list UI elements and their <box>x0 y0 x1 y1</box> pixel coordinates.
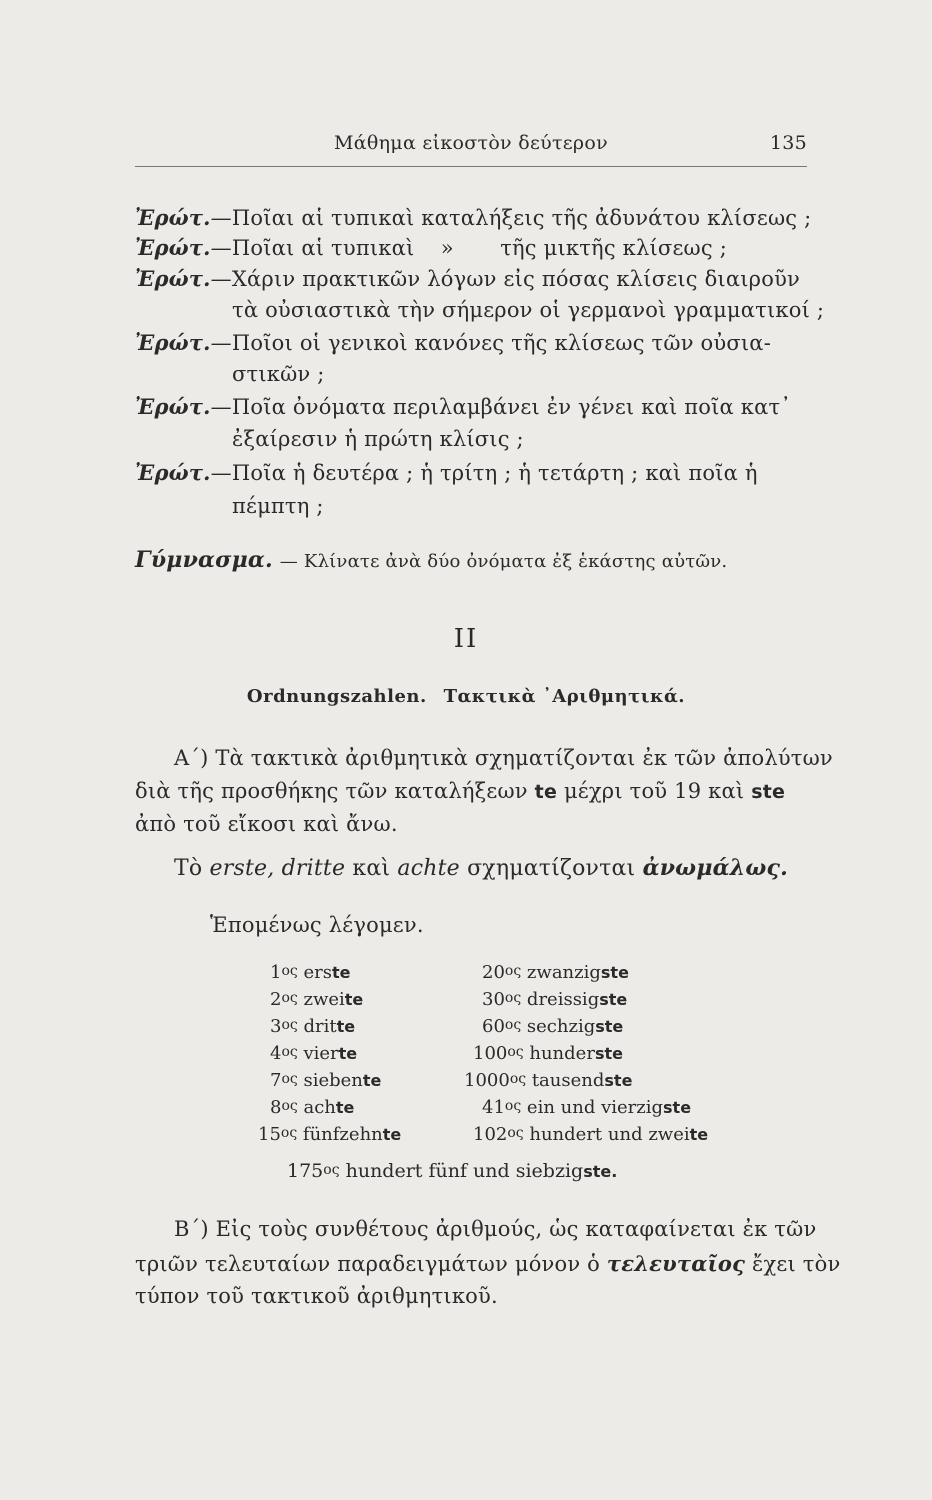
para-a-line-1: Α΄) Τὰ τακτικὰ ἀριθμητικὰ σχηματίζονται ἐκ τῶν ἀπολύτων <box>174 746 833 770</box>
ord-stem: zwei <box>303 989 345 1010</box>
ord-stem: vier <box>303 1043 339 1064</box>
ord-ending: te <box>362 1071 382 1090</box>
ord-num: 20 <box>482 962 505 983</box>
question-2 <box>135 235 727 260</box>
ord-suffix: ος <box>504 990 522 1006</box>
ord-ending: te <box>335 1098 355 1117</box>
ordinal-left-row <box>258 1124 401 1145</box>
ord-ending: te <box>344 990 364 1009</box>
ord-ending: ste. <box>583 1162 618 1181</box>
ord-suffix: ος <box>281 1098 298 1114</box>
question-1 <box>135 205 811 230</box>
ordinal-left-row <box>270 962 350 983</box>
ord-stem: zwanzig <box>526 962 601 983</box>
ordinal-right-row <box>482 1097 691 1118</box>
ending-ste: ste <box>751 781 786 803</box>
ord-ending: te <box>689 1125 709 1144</box>
exercise-text: — Κλίνατε ἀνὰ δύο ὀνόματα ἐξ ἑκάστης αὐτῶν. <box>279 551 728 572</box>
question-4-cont: στικῶν ; <box>232 362 325 386</box>
para-a-text-2: μέχρι τοῦ 19 καὶ <box>563 779 745 803</box>
question-3 <box>135 266 800 291</box>
question-5 <box>135 394 791 419</box>
irr-post: σχηματίζονται <box>467 856 636 881</box>
ordinal-left-row <box>270 1070 381 1091</box>
ord-suffix: ος <box>504 1098 522 1114</box>
ord-num: 7 <box>270 1070 282 1091</box>
ord-num: 102 <box>473 1124 508 1145</box>
ordinal-left-row <box>270 1043 357 1064</box>
question-text: —Ποῖα ἡ δευτέρα ; ἡ τρίτη ; ἡ τετάρτη ; καὶ ποῖα ἡ <box>210 461 758 485</box>
ord-ending: ste <box>600 963 629 982</box>
ordinal-right-row <box>482 989 627 1010</box>
question-label: Ἐρώτ. <box>135 460 211 485</box>
ord-stem: ers <box>303 962 332 983</box>
irr-mid: καὶ <box>352 856 391 881</box>
question-label: Ἐρώτ. <box>135 266 211 291</box>
ord-ending: ste <box>595 1017 624 1036</box>
ord-stem: dreissig <box>526 989 600 1010</box>
ord-ending: te <box>336 1017 356 1036</box>
ord-suffix: ος <box>281 963 298 979</box>
ord-suffix: ος <box>281 1044 298 1060</box>
section-numeral: II <box>453 624 479 654</box>
ord-stem: sechzig <box>526 1016 596 1037</box>
ord-num: 30 <box>482 989 505 1010</box>
question-label: Ἐρώτ. <box>135 394 211 419</box>
ord-suffix: ος <box>281 1071 298 1087</box>
question-text: —Ποῖοι οἱ γενικοὶ κανόνες τῆς κλίσεως τῶν οὐσια- <box>210 331 771 355</box>
ordinal-left-row <box>270 1016 355 1037</box>
irr-pre: Τὸ <box>174 856 203 881</box>
ord-ending: te <box>382 1125 402 1144</box>
ordinal-right-row <box>464 1070 632 1091</box>
ord-num: 4 <box>270 1043 282 1064</box>
therefore-line: Ἑπομένως λέγομεν. <box>210 913 424 937</box>
ordinal-right-row <box>482 962 629 983</box>
ord-num: 15 <box>258 1124 281 1145</box>
question-text: —Ποῖα ὀνόματα περιλαμβάνει ἐν γένει καὶ ποῖα κατ᾽ <box>210 395 792 419</box>
ord-ending: ste <box>663 1098 692 1117</box>
word-last: τελευταῖος <box>606 1251 746 1276</box>
para-b-line-3: τύπον τοῦ τακτικοῦ ἀριθμητικοῦ. <box>135 1284 498 1308</box>
ord-suffix: ος <box>281 990 298 1006</box>
word-achte: achte <box>397 856 460 881</box>
ord-suffix: ος <box>281 1017 298 1033</box>
question-label: Ἐρώτ. <box>135 205 211 230</box>
exercise-label: Γύμνασμα. <box>135 547 273 573</box>
ord-ending: te <box>331 963 351 982</box>
para-b-text: τριῶν τελευταίων παραδειγμάτων μόνον ὁ <box>135 1252 601 1276</box>
question-text: —Ποῖαι αἱ τυπικαὶ καταλήξεις τῆς ἀδυνάτου κλίσεως ; <box>210 206 812 230</box>
ord-suffix: ος <box>509 1071 527 1087</box>
question-text: —Ποῖαι αἱ τυπικαὶ <box>210 236 415 260</box>
ord-suffix: ος <box>507 1125 524 1141</box>
word-irregularly: ἀνωμάλως. <box>642 855 788 881</box>
ord-stem: hundert fünf und siebzig <box>345 1160 584 1182</box>
ord-num: 2 <box>270 989 282 1010</box>
ord-suffix: ος <box>504 1017 522 1033</box>
section-title-greek: Τακτικὰ ᾽Αριθμητικά. <box>443 686 686 707</box>
para-a-line-2 <box>135 779 785 803</box>
ordinal-left-row <box>270 989 363 1010</box>
ordinal-right-row <box>482 1016 623 1037</box>
ord-num: 60 <box>482 1016 505 1037</box>
ord-stem: drit <box>303 1016 337 1037</box>
ord-num: 8 <box>270 1097 282 1118</box>
ord-num: 1 <box>270 962 282 983</box>
para-b-text-2: ἔχει τὸν <box>752 1252 841 1276</box>
ord-suffix: ος <box>280 1125 298 1141</box>
question-6-cont: πέμπτη ; <box>232 494 324 518</box>
word-erste: erste, <box>209 856 275 881</box>
question-6 <box>135 460 758 485</box>
ord-ending: ste <box>594 1044 623 1063</box>
section-title <box>0 686 932 707</box>
ord-ending: ste <box>599 990 628 1009</box>
ord-suffix: ος <box>504 963 522 979</box>
ord-ending: te <box>338 1044 358 1063</box>
section-title-german: Ordnungszahlen. <box>246 686 427 707</box>
ordinal-right-row <box>473 1043 623 1064</box>
ord-stem: ach <box>303 1097 336 1118</box>
ord-num: 1000 <box>464 1070 510 1091</box>
ord-ending: ste <box>604 1071 633 1090</box>
ord-suffix: ος <box>507 1044 524 1060</box>
question-5-cont: ἐξαίρεσιν ἡ πρώτη κλίσις ; <box>232 427 524 451</box>
ord-num: 175 <box>287 1160 324 1182</box>
ord-stem: tausend <box>531 1070 605 1091</box>
question-label: Ἐρώτ. <box>135 235 211 260</box>
running-head-title: Μάθημα εἰκοστὸν δεύτερον <box>334 132 608 154</box>
para-b-line-1: Β΄) Εἰς τοὺς συνθέτους ἀριθμούς, ὡς καταφαίνεται ἐκ τῶν <box>174 1217 817 1241</box>
ending-te: te <box>534 781 558 803</box>
ord-num: 100 <box>473 1043 508 1064</box>
para-a-line-3: ἀπὸ τοῦ εἴκοσι καὶ ἄνω. <box>135 812 398 836</box>
ordinal-final-row <box>287 1160 617 1182</box>
question-text-cont: τῆς μικτῆς κλίσεως ; <box>500 236 727 260</box>
ord-stem: ein und vierzig <box>526 1097 664 1118</box>
question-label: Ἐρώτ. <box>135 330 211 355</box>
ord-num: 3 <box>270 1016 282 1037</box>
ordinal-left-row <box>270 1097 354 1118</box>
exercise <box>135 547 727 573</box>
para-irregular <box>174 855 788 881</box>
ord-stem: hundert und zwei <box>529 1124 690 1145</box>
para-b-line-2 <box>135 1251 840 1276</box>
ord-stem: fünfzehn <box>302 1124 383 1145</box>
question-3-cont: τὰ οὐσιαστικὰ τὴν σήμερον οἱ γερμανοὶ γραμματικοί ; <box>232 298 825 322</box>
ord-suffix: ος <box>323 1162 340 1178</box>
ord-stem: hunder <box>529 1043 595 1064</box>
ordinal-right-row <box>473 1124 708 1145</box>
question-4 <box>135 330 771 355</box>
header-rule <box>135 166 807 167</box>
question-text: —Χάριν πρακτικῶν λόγων εἰς πόσας κλίσεις διαιροῦν <box>210 267 801 291</box>
ord-stem: sieben <box>303 1070 363 1091</box>
ord-num: 41 <box>482 1097 505 1118</box>
para-a-text: διὰ τῆς προσθήκης τῶν καταλήξεων <box>135 779 528 803</box>
page-number: 135 <box>769 132 807 154</box>
word-dritte: dritte <box>281 856 346 881</box>
ditto-mark: » <box>440 236 454 260</box>
